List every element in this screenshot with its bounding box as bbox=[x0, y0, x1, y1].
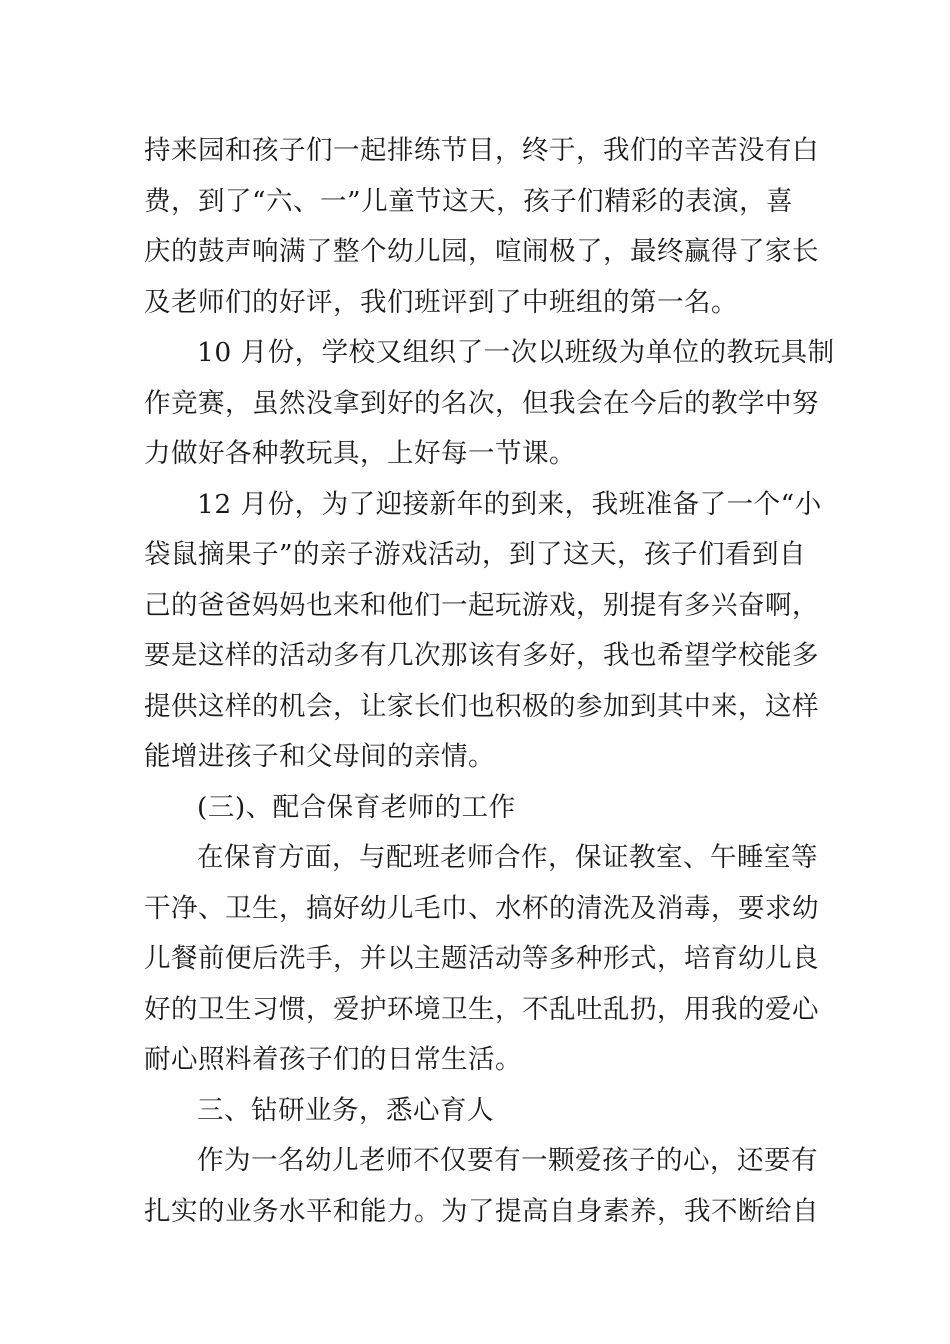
text-line-4: 及老师们的好评，我们班评到了中班组的第一名。 bbox=[144, 286, 738, 318]
text-line-12: 提供这样的机会，让家长们也积极的参加到其中来，这样 bbox=[144, 690, 819, 722]
text-line-7: 力做好各种教玩具，上好每一节课。 bbox=[144, 438, 576, 469]
text-line-8: 12 月份，为了迎接新年的到来，我班准备了一个“小 bbox=[197, 488, 822, 520]
text-line-22: 扎实的业务水平和能力。为了提高自身素养，我不断给自 bbox=[144, 1195, 819, 1227]
text-line-16: 干净、卫生，搞好幼儿毛巾、水杯的清洗及消毒，要求幼 bbox=[144, 892, 819, 924]
text-line-1: 持来园和孩子们一起排练节目，终于，我们的辛苦没有白 bbox=[144, 135, 819, 166]
text-line-18: 好的卫生习惯，爱护环境卫生，不乱吐乱扔，用我的爱心 bbox=[144, 993, 819, 1025]
text-line-6: 作竞赛，虽然没拿到好的名次，但我会在今后的教学中努 bbox=[144, 387, 819, 419]
text-line-5: 10 月份，学校又组织了一次以班级为单位的教玩具制 bbox=[197, 337, 835, 368]
text-line-21: 作为一名幼儿老师不仅要有一颗爱孩子的心，还要有 bbox=[197, 1145, 818, 1176]
text-line-17: 儿餐前便后洗手，并以主题活动等多种形式，培育幼儿良 bbox=[144, 943, 819, 974]
document-body bbox=[144, 126, 835, 1237]
text-line-13: 能增进孩子和父母间的亲情。 bbox=[144, 741, 495, 772]
text-line-9: 袋鼠摘果子”的亲子游戏活动，到了这天，孩子们看到自 bbox=[144, 539, 807, 570]
section-heading-zuanyan: 三、钻研业务，悉心育人 bbox=[197, 1094, 494, 1126]
text-line-11: 要是这样的活动多有几次那该有多好，我也希望学校能多 bbox=[144, 640, 819, 671]
text-line-15: 在保育方面，与配班老师合作，保证教室、午睡室等 bbox=[197, 842, 818, 873]
text-line-2: 费，到了“六、一”儿童节这天，孩子们精彩的表演，喜 bbox=[144, 185, 794, 217]
section-heading-peihe: (三)、配合保育老师的工作 bbox=[197, 791, 516, 823]
text-line-19: 耐心照料着孩子们的日常生活。 bbox=[144, 1044, 522, 1075]
text-line-10: 己的爸爸妈妈也来和他们一起玩游戏，别提有多兴奋啊， bbox=[144, 589, 819, 621]
text-line-3: 庆的鼓声响满了整个幼儿园，喧闹极了，最终赢得了家长 bbox=[144, 236, 819, 267]
